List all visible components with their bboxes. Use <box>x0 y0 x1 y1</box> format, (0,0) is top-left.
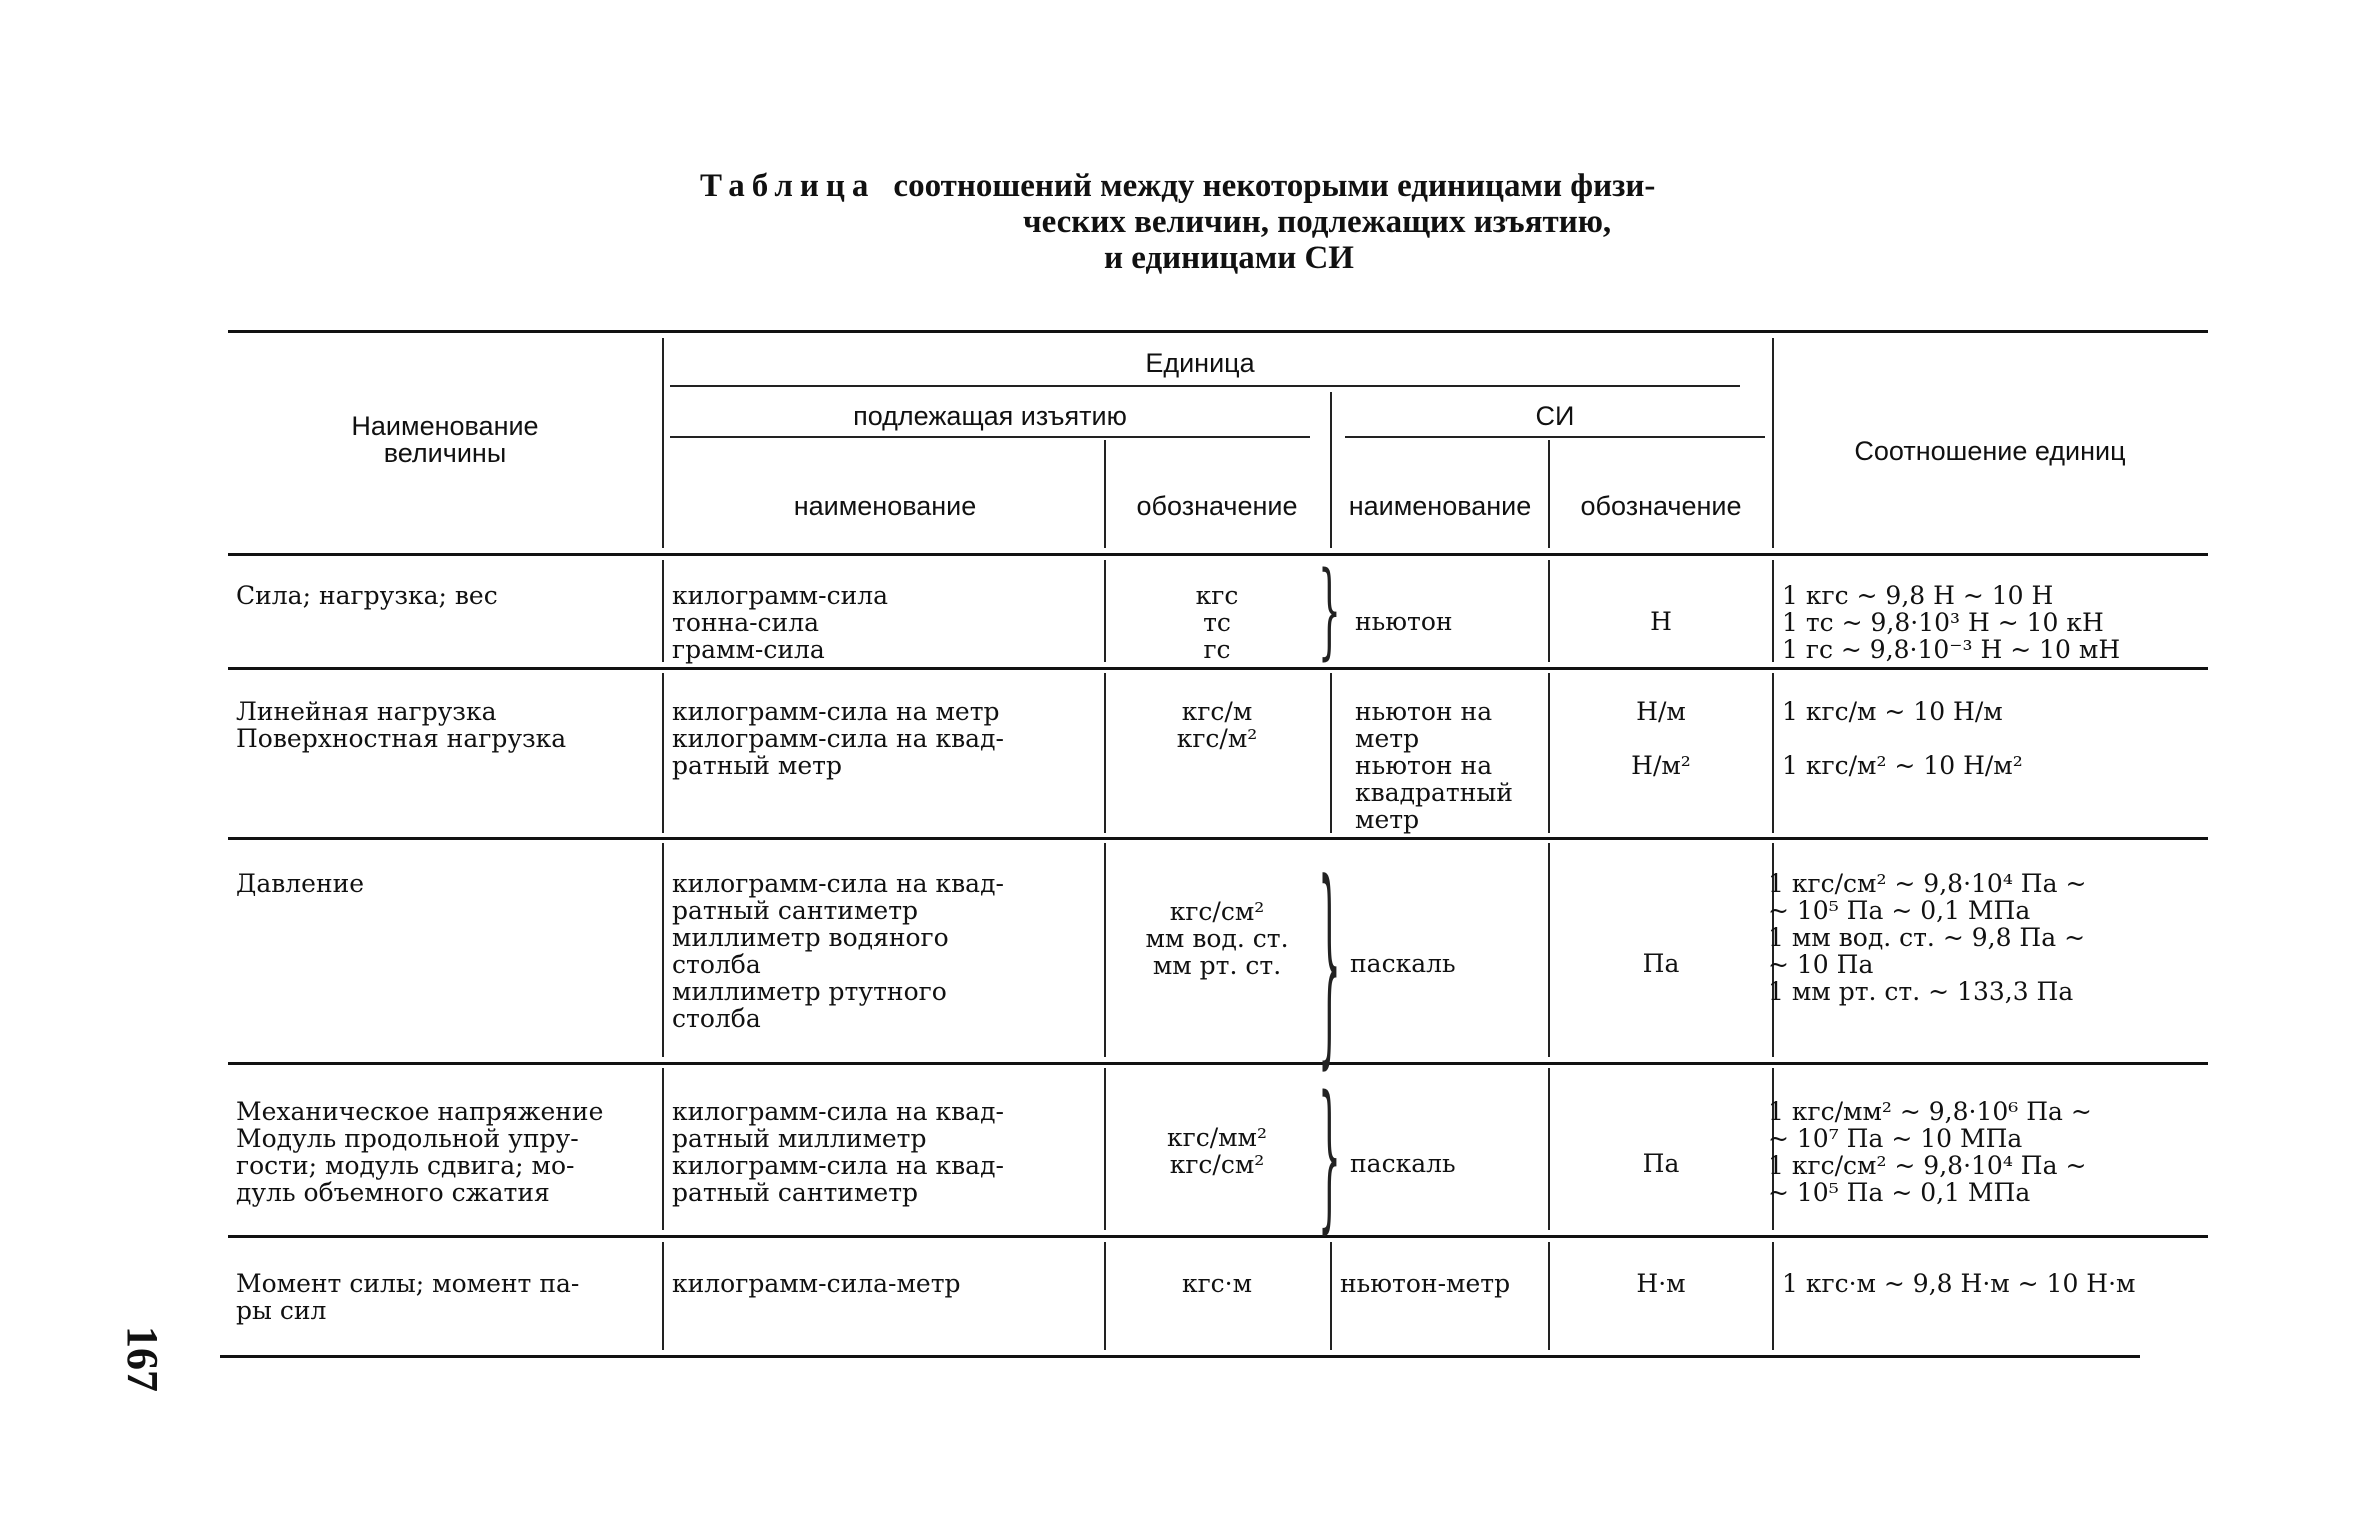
header-quantity: Наименование величины <box>351 411 539 468</box>
title-line-3: и единицами СИ <box>1104 240 1354 276</box>
row-5-quantity: Момент силы; момент па- ры сил <box>236 1269 580 1325</box>
header-withdrawn: подлежащая изъятию <box>853 401 1127 431</box>
table-top-rule <box>228 330 2208 333</box>
row-3-quantity: Давление <box>236 869 365 898</box>
table-title <box>700 168 1655 276</box>
row-2-quantity: Линейная нагрузка Поверхностная нагрузка <box>236 697 567 753</box>
row-rule-3 <box>228 1062 2208 1065</box>
row-4-old-name: килограмм-сила на квад- ратный миллиметр килограмм-сила на квад- ратный сантиметр <box>672 1097 1004 1207</box>
row-2-si-symbol: Н/м Н/м² <box>1631 697 1691 780</box>
row-rule-2 <box>228 837 2208 840</box>
header-vline-ratio <box>1772 338 1774 548</box>
row-3-si-name: паскаль <box>1350 949 1456 978</box>
header-rule-withdrawn <box>670 436 1310 438</box>
title-lead: Таблица <box>700 168 876 204</box>
header-rule-si <box>1345 436 1765 438</box>
row-4-si-symbol: Па <box>1642 1149 1680 1178</box>
header-old-name: наименование <box>793 491 977 521</box>
header-bottom-rule <box>228 553 2208 556</box>
table-bottom-rule <box>220 1355 2140 1358</box>
row-3-ratio: 1 кгс/см² ~ 9,8·10⁴ Па ~ ~ 10⁵ Па ~ 0,1 МПа 1 мм вод. ст. ~ 9,8 Па ~ ~ 10 Па 1 мм рт. ст. ~ 133,3 Па <box>1768 869 2087 1006</box>
row-2-old-name: килограмм-сила на метр килограмм-сила на квад- ратный метр <box>672 697 1004 780</box>
row-2-si-name: ньютон на метр ньютон на квадратный метр <box>1355 697 1513 834</box>
page-number: 167 <box>118 1326 167 1392</box>
row-1-si-name: ньютон <box>1355 607 1453 636</box>
row-4-old-symbol: кгс/мм² кгс/см² <box>1166 1123 1268 1179</box>
header-old-symbol: обозначение <box>1136 491 1298 521</box>
header-vline-si <box>1330 392 1332 548</box>
row-1-si-symbol: Н <box>1650 607 1672 636</box>
header-rule-unit <box>670 385 1740 387</box>
row-3-old-name: килограмм-сила на квад- ратный сантиметр миллиметр водяного столба миллиметр ртутного столба <box>672 869 1004 1033</box>
row-5-old-name: килограмм-сила-метр <box>672 1269 961 1298</box>
row-1-ratio: 1 кгс ~ 9,8 Н ~ 10 Н 1 тс ~ 9,8·10³ Н ~ 10 кН 1 гс ~ 9,8·10⁻³ Н ~ 10 мН <box>1782 581 2121 664</box>
row-4-quantity: Механическое напряжение Модуль продольной упру- гости; модуль сдвига; мо- дуль объемного сжатия <box>236 1097 604 1207</box>
row-3-old-symbol: кгс/см² мм вод. ст. мм рт. ст. <box>1145 897 1289 980</box>
row-4-si-name: паскаль <box>1350 1149 1456 1178</box>
row-5-si-name: ньютон-метр <box>1340 1269 1511 1298</box>
row-1-quantity: Сила; нагрузка; вес <box>236 581 498 610</box>
row-3-si-symbol: Па <box>1642 949 1680 978</box>
row-1-old-name: килограмм-сила тонна-сила грамм-сила <box>672 581 889 664</box>
row-5-old-symbol: кгс·м <box>1181 1269 1253 1298</box>
row-4-ratio: 1 кгс/мм² ~ 9,8·10⁶ Па ~ ~ 10⁷ Па ~ 10 МПа 1 кгс/см² ~ 9,8·10⁴ Па ~ ~ 10⁵ Па ~ 0,1 МПа <box>1768 1097 2092 1207</box>
header-si-name: наименование <box>1348 491 1532 521</box>
row-5-ratio: 1 кгс·м ~ 9,8 Н·м ~ 10 Н·м <box>1782 1269 2136 1298</box>
header-si: СИ <box>1535 401 1575 431</box>
row-2-ratio: 1 кгс/м ~ 10 Н/м 1 кгс/м² ~ 10 Н/м² <box>1782 697 2023 780</box>
row-5-si-symbol: Н·м <box>1636 1269 1686 1298</box>
row-rule-1 <box>228 667 2208 670</box>
header-unit: Единица <box>1145 348 1255 378</box>
title-line-1: соотношений между некоторыми единицами физи- <box>893 168 1656 204</box>
header-si-symbol: обозначение <box>1580 491 1742 521</box>
row-2-old-symbol: кгс/м кгс/м² <box>1176 697 1258 753</box>
header-ratio: Соотношение единиц <box>1854 436 2126 466</box>
header-vline-quantity <box>662 338 664 548</box>
row-1-old-symbol: кгс тс гс <box>1195 581 1239 664</box>
row-rule-4 <box>228 1235 2208 1238</box>
title-line-2: ческих величин, подлежащих изъятию, <box>1023 204 1612 240</box>
